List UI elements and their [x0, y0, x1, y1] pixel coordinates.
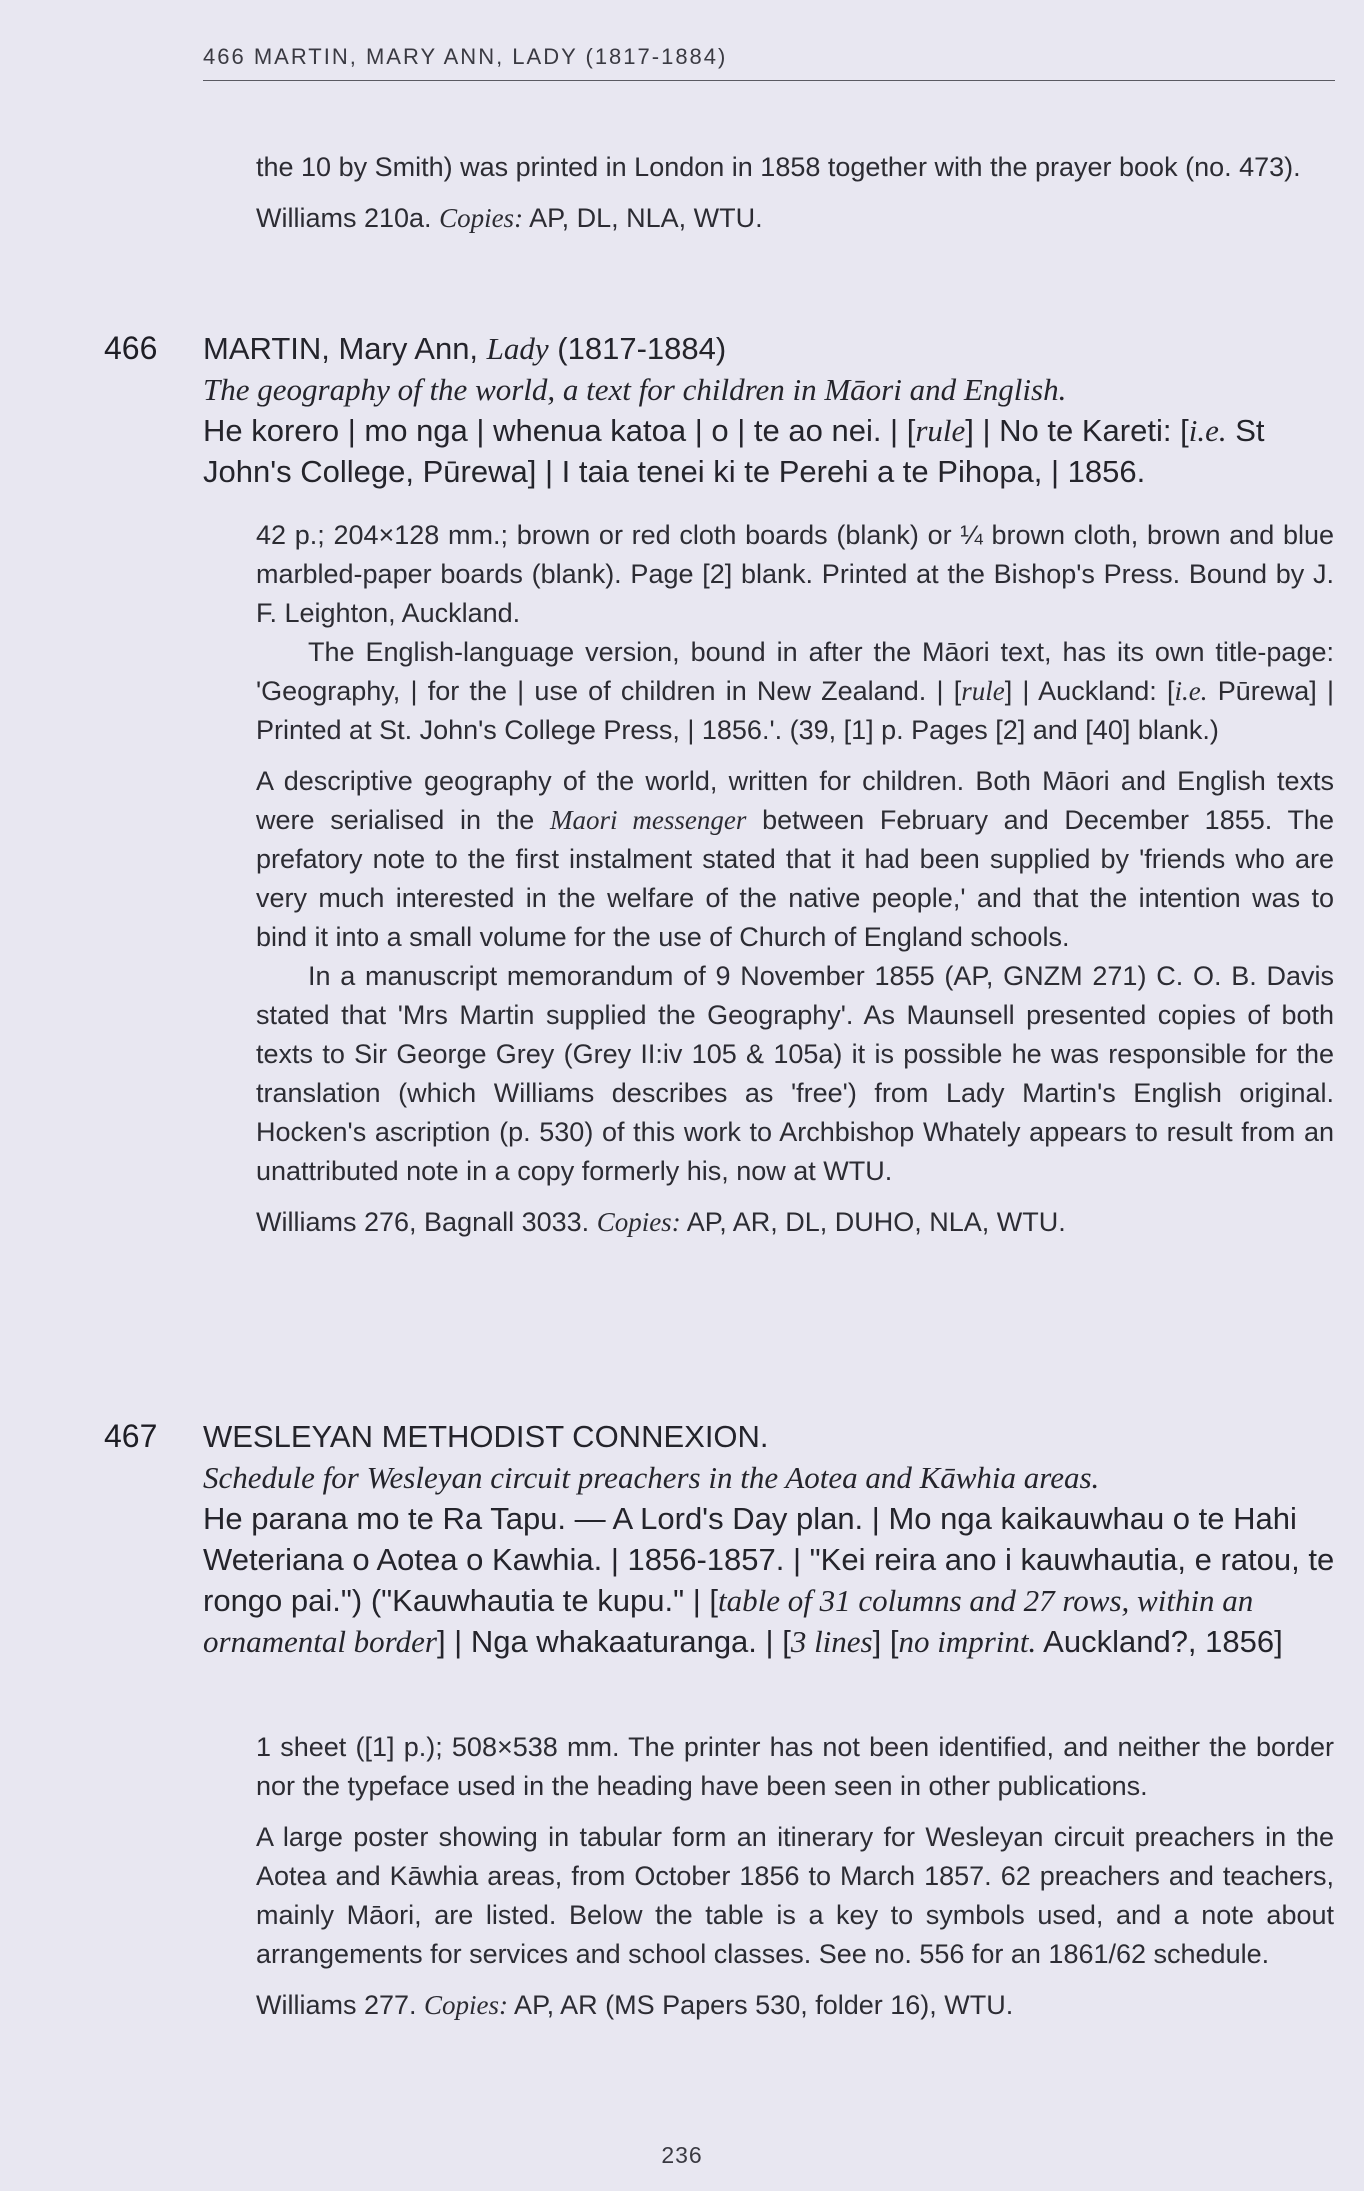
subject-title: The geography of the world, a text for children in Māori and English.: [203, 372, 1067, 407]
continuation-references: [256, 199, 1334, 238]
references-text: Williams 210a.: [256, 203, 440, 233]
subject-title: Schedule for Wesleyan circuit preachers in the Aotea and Kāwhia areas.: [203, 1460, 1100, 1495]
entry-references: [256, 1203, 1334, 1242]
references-text: Williams 276, Bagnall 3033.: [256, 1207, 597, 1237]
entry-heading: [203, 1416, 1335, 1662]
entry-body: [256, 516, 1334, 1242]
entry-heading: [203, 328, 1335, 492]
attribution-note: In a manuscript memorandum of 9 November 1855 (AP, GNZM 271) C. O. B. Davis stated that 'Mrs Martin supplied the Geography'. As Maunsell presented copies of both texts to Sir George Grey (Grey II:iv 105 & 105a) it is possible he was responsible for the translation (which Williams describes as 'free') from Lady Martin's English original. Hocken's ascription (p. 530) of this work to Archbishop Whately appears to result from an unattributed note in a copy formerly his, now at WTU.: [256, 961, 1334, 1186]
entry-number: 466: [104, 330, 158, 366]
descriptive-note: A descriptive geography of the world, written for children. Both Māori and English texts were serialised in the Maori messenger between February and December 1855. The prefatory note to the first instalment stated that it had been supplied by 'friends who are very much interested in the welfare of the native people,' and that the intention was to bind it into a small volume for the use of Church of England schools.: [256, 766, 1334, 952]
entry-references: [256, 1986, 1334, 2025]
title-transcription: He parana mo te Ra Tapu. — A Lord's Day plan. | Mo nga kaikauwhau o te Hahi Weteriana o Aotea o Kawhia. | 1856-1857. | "Kei reira ano i kauwhautia, e ratou, te rongo pai.") ("Kauwhautia te kupu." | [table of 31 columns and 27 rows, within an ornamental border] | Nga whakaaturanga. | [3 lines] [no imprint. Auckland?, 1856]: [203, 1501, 1335, 1659]
copies-label: Copies:: [596, 1207, 681, 1237]
page-number: 236: [661, 2142, 703, 2168]
continuation-text: the 10 by Smith) was printed in London in 1858 together with the prayer book (no. 473).: [256, 152, 1301, 182]
copies-list: AP, AR (MS Papers 530, folder 16), WTU.: [508, 1990, 1014, 2020]
collation: 42 p.; 204×128 mm.; brown or red cloth boards (blank) or ¼ brown cloth, brown and blue marbled-paper boards (blank). Page [2] blank. Printed at the Bishop's Press. Bound by J. F. Leighton, Auckland.: [256, 520, 1334, 628]
author-line: [203, 1416, 1335, 1457]
collation: 1 sheet ([1] p.); 508×538 mm. The printer has not been identified, and neither the border nor the typeface used in the heading have been seen in other publications.: [256, 1732, 1334, 1801]
english-version-note: The English-language version, bound in after the Māori text, has its own title-page: 'Geography, | for the | use of children in New Zealand. | [rule] | Auckland: [i.e. Pūrewa] | Printed at St. John's College Press, | 1856.'. (39, [1] p. Pages [2] and [40] blank.): [256, 637, 1334, 745]
entry-body: [256, 1728, 1334, 2025]
continuation-block: [256, 148, 1334, 238]
header-rule: [203, 80, 1335, 81]
copies-label: Copies:: [424, 1990, 509, 2020]
author-name: MARTIN, Mary Ann,: [203, 331, 487, 366]
entry-number: 467: [104, 1418, 158, 1454]
copies-label: Copies:: [439, 203, 524, 233]
copies-list: AP, DL, NLA, WTU.: [523, 203, 763, 233]
references-text: Williams 277.: [256, 1990, 425, 2020]
author-line: [203, 328, 1335, 369]
author-name: WESLEYAN METHODIST CONNEXION.: [203, 1419, 769, 1454]
author-dates: (1817-1884): [548, 331, 727, 366]
descriptive-note: A large poster showing in tabular form an itinerary for Wesleyan circuit preachers in the Aotea and Kāwhia areas, from October 1856 to March 1857. 62 preachers and teachers, mainly Māori, are listed. Below the table is a key to symbols used, and a note about arrangements for services and school classes. See no. 556 for an 1861/62 schedule.: [256, 1822, 1334, 1969]
copies-list: AP, AR, DL, DUHO, NLA, WTU.: [680, 1207, 1066, 1237]
author-title: Lady: [486, 331, 549, 366]
running-head: 466 MARTIN, MARY ANN, LADY (1817-1884): [203, 44, 728, 69]
title-transcription: He korero | mo nga | whenua katoa | o | te ao nei. | [rule] | No te Kareti: [i.e. St John's College, Pūrewa] | I taia tenei ki te Perehi a te Pihopa, | 1856.: [203, 413, 1265, 489]
